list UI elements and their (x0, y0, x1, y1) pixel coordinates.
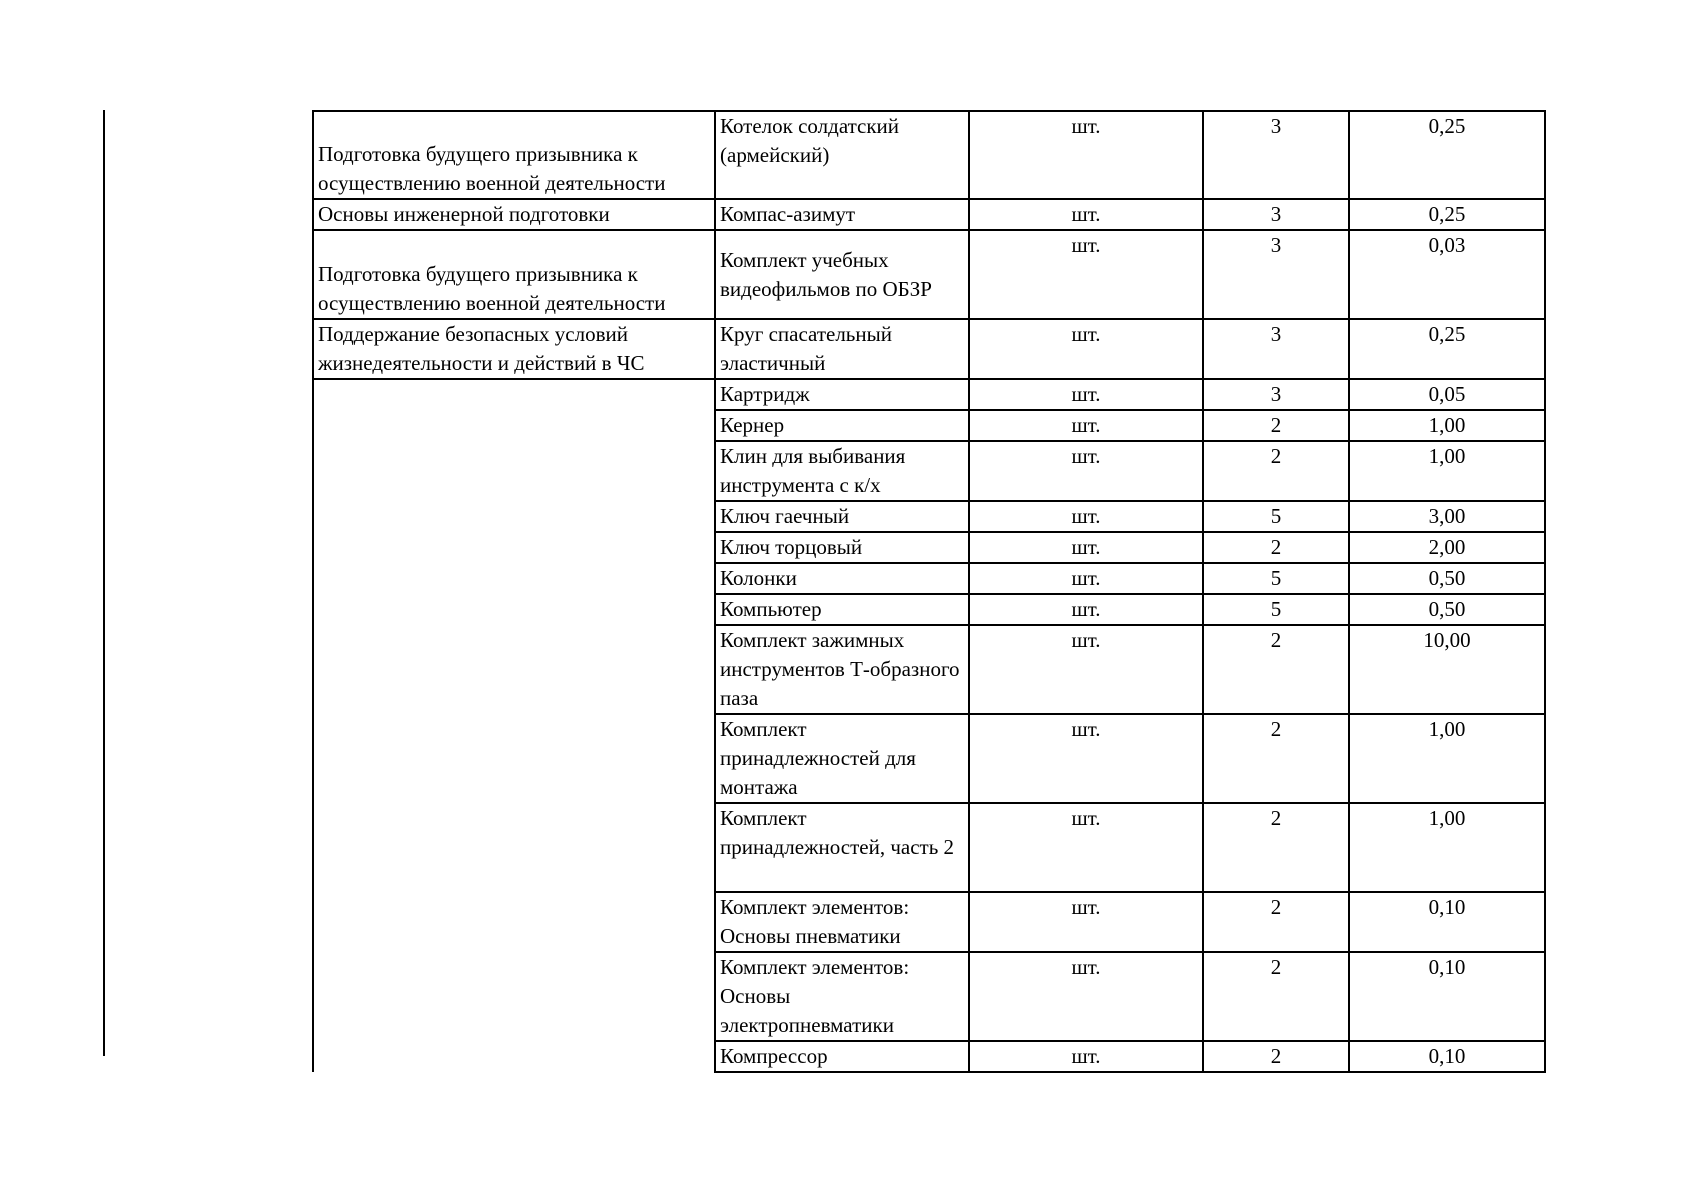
norm-cell: 0,50 (1349, 563, 1545, 594)
unit-cell: шт. (969, 230, 1203, 319)
unit-cell: шт. (969, 1041, 1203, 1072)
item-cell: Комплект учебных видеофильмов по ОБЗР (715, 230, 969, 319)
unit-cell: шт. (969, 625, 1203, 714)
item-cell: Колонки (715, 563, 969, 594)
norm-cell: 1,00 (1349, 441, 1545, 501)
qty-cell: 3 (1203, 319, 1349, 379)
section-cell-empty (313, 379, 715, 1072)
qty-cell: 2 (1203, 952, 1349, 1041)
item-cell: Круг спасательный эластичный (715, 319, 969, 379)
unit-cell: шт. (969, 594, 1203, 625)
item-cell: Комплект принадлежностей, часть 2 (715, 803, 969, 892)
qty-cell: 3 (1203, 379, 1349, 410)
item-cell: Комплект элементов: Основы электропневматики (715, 952, 969, 1041)
qty-cell: 3 (1203, 199, 1349, 230)
qty-cell: 2 (1203, 714, 1349, 803)
item-cell: Кернер (715, 410, 969, 441)
unit-cell: шт. (969, 199, 1203, 230)
norm-cell: 0,25 (1349, 199, 1545, 230)
item-cell: Компрессор (715, 1041, 969, 1072)
unit-cell: шт. (969, 501, 1203, 532)
unit-cell: шт. (969, 319, 1203, 379)
qty-cell: 2 (1203, 532, 1349, 563)
equipment-table (312, 110, 1546, 1073)
table-row (313, 230, 1545, 319)
norm-cell: 1,00 (1349, 803, 1545, 892)
norm-cell: 0,25 (1349, 111, 1545, 199)
qty-cell: 2 (1203, 803, 1349, 892)
qty-cell: 5 (1203, 501, 1349, 532)
unit-cell: шт. (969, 563, 1203, 594)
unit-cell: шт. (969, 379, 1203, 410)
section-cell: Подготовка будущего призывника к осуществлению военной деятельности (313, 111, 715, 199)
norm-cell: 3,00 (1349, 501, 1545, 532)
table-row (313, 199, 1545, 230)
unit-cell: шт. (969, 410, 1203, 441)
item-cell: Комплект принадлежностей для монтажа (715, 714, 969, 803)
unit-cell: шт. (969, 714, 1203, 803)
unit-cell: шт. (969, 892, 1203, 952)
item-cell: Комплект элементов: Основы пневматики (715, 892, 969, 952)
unit-cell: шт. (969, 952, 1203, 1041)
norm-cell: 1,00 (1349, 714, 1545, 803)
item-cell: Ключ торцовый (715, 532, 969, 563)
table-row (313, 319, 1545, 379)
unit-cell: шт. (969, 532, 1203, 563)
item-cell: Картридж (715, 379, 969, 410)
item-cell: Компьютер (715, 594, 969, 625)
qty-cell: 3 (1203, 111, 1349, 199)
section-cell: Поддержание безопасных условий жизнедеятельности и действий в ЧС (313, 319, 715, 379)
norm-cell: 10,00 (1349, 625, 1545, 714)
qty-cell: 5 (1203, 594, 1349, 625)
qty-cell: 2 (1203, 410, 1349, 441)
norm-cell: 0,10 (1349, 1041, 1545, 1072)
qty-cell: 2 (1203, 892, 1349, 952)
qty-cell: 2 (1203, 625, 1349, 714)
unit-cell: шт. (969, 441, 1203, 501)
norm-cell: 0,10 (1349, 892, 1545, 952)
norm-cell: 0,25 (1349, 319, 1545, 379)
norm-cell: 0,50 (1349, 594, 1545, 625)
qty-cell: 2 (1203, 441, 1349, 501)
norm-cell: 0,03 (1349, 230, 1545, 319)
qty-cell: 5 (1203, 563, 1349, 594)
section-cell: Подготовка будущего призывника к осуществлению военной деятельности (313, 230, 715, 319)
norm-cell: 1,00 (1349, 410, 1545, 441)
item-cell: Комплект зажимных инструментов Т-образного паза (715, 625, 969, 714)
item-cell: Компас-азимут (715, 199, 969, 230)
qty-cell: 3 (1203, 230, 1349, 319)
left-margin-line (103, 110, 105, 1056)
table-row (313, 379, 1545, 410)
norm-cell: 0,10 (1349, 952, 1545, 1041)
unit-cell: шт. (969, 111, 1203, 199)
qty-cell: 2 (1203, 1041, 1349, 1072)
item-cell: Клин для выбивания инструмента с к/х (715, 441, 969, 501)
norm-cell: 0,05 (1349, 379, 1545, 410)
item-cell: Котелок солдатский (армейский) (715, 111, 969, 199)
norm-cell: 2,00 (1349, 532, 1545, 563)
table-row (313, 111, 1545, 199)
section-cell: Основы инженерной подготовки (313, 199, 715, 230)
item-cell: Ключ гаечный (715, 501, 969, 532)
unit-cell: шт. (969, 803, 1203, 892)
